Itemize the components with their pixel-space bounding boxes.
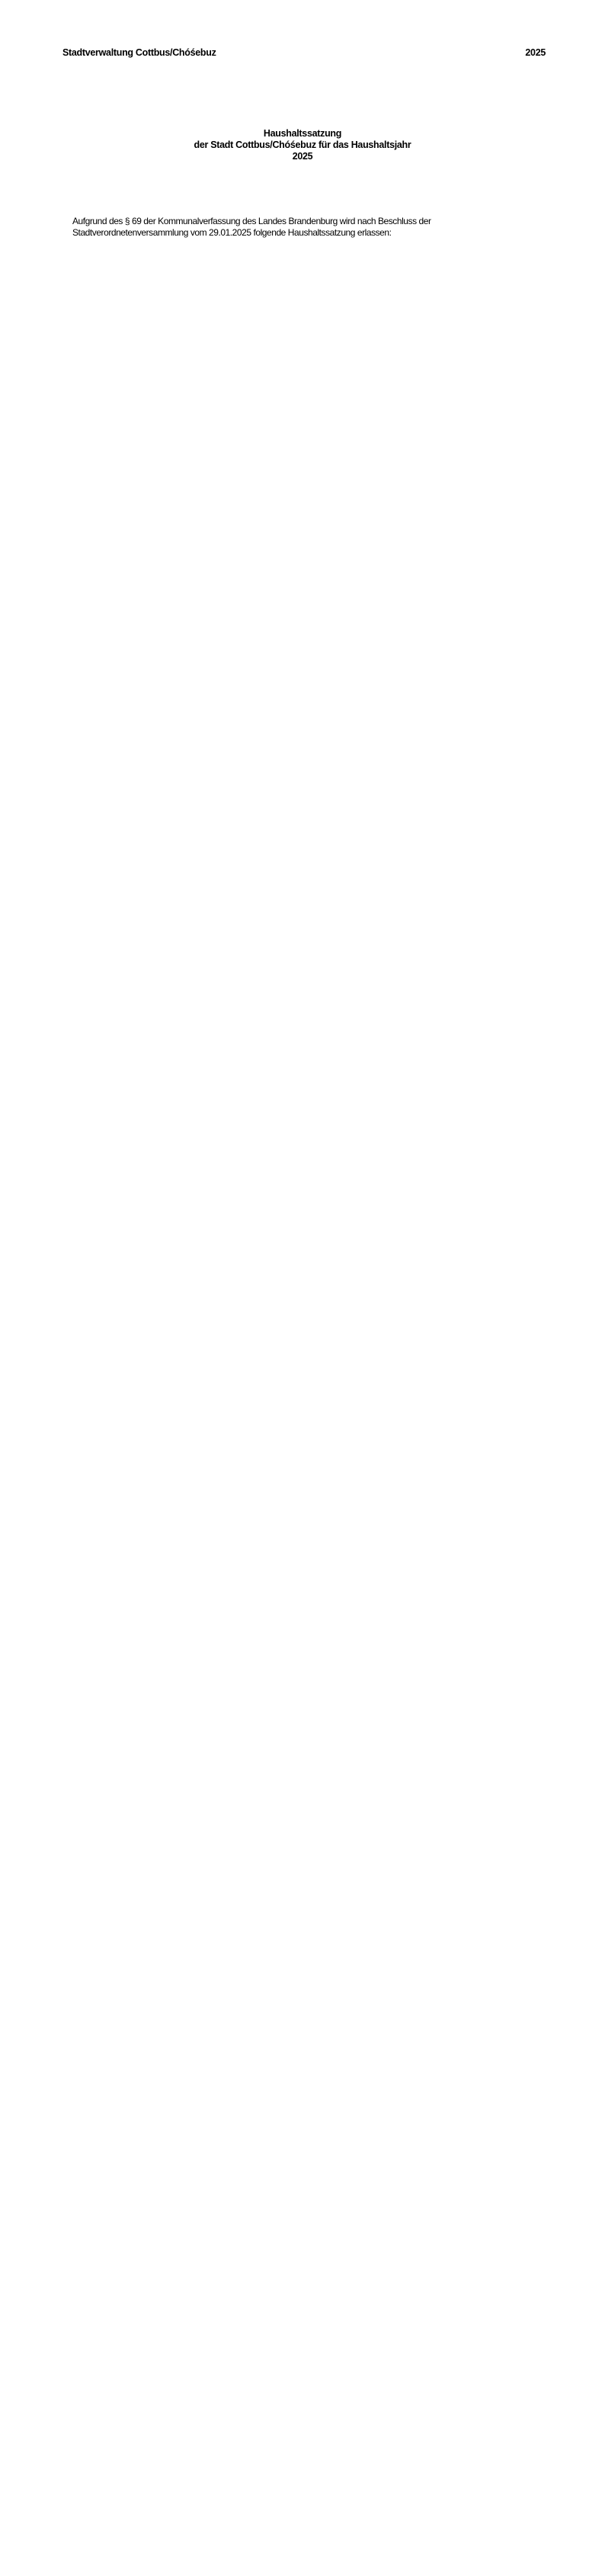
title-line-3: 2025 — [292, 151, 313, 162]
header-year: 2025 — [525, 47, 546, 58]
header-organization: Stadtverwaltung Cottbus/Chóśebuz — [62, 47, 216, 58]
intro-line-1: Aufgrund des § 69 der Kommunalverfassung des Landes Brandenburg wird nach Beschluss der — [72, 216, 431, 226]
title-line-2: der Stadt Cottbus/Chóśebuz für das Haushaltsjahr — [194, 140, 411, 150]
title-line-1: Haushaltssatzung — [263, 128, 342, 139]
intro-line-2: Stadtverordnetenversammlung vom 29.01.2025 folgende Haushaltssatzung erlassen: — [72, 227, 392, 238]
document-title — [0, 128, 605, 162]
intro-paragraph — [72, 216, 560, 239]
